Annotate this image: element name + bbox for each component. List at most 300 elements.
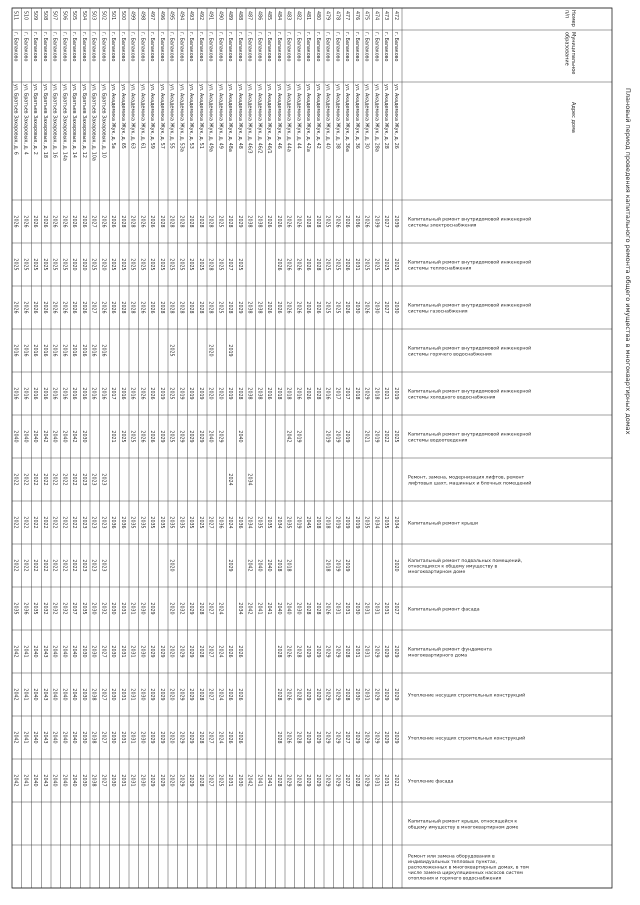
year-cell: 2019 bbox=[334, 559, 340, 572]
row-address: ул. Академика Жук, д. 26 bbox=[392, 84, 398, 149]
year-cell: 2037 bbox=[71, 602, 77, 615]
year-cell: 2040 bbox=[71, 645, 77, 658]
row-address: ул. Академика Жук, д. 48 bbox=[236, 84, 242, 149]
year-cell: 2029 bbox=[334, 645, 340, 658]
year-cell: 2016 bbox=[129, 387, 135, 400]
year-cell: 2035 bbox=[188, 516, 194, 529]
row-number: 486 bbox=[256, 11, 262, 21]
year-cell: 2028 bbox=[295, 731, 301, 744]
year-cell: 2042 bbox=[285, 430, 291, 443]
year-cell: 2029 bbox=[353, 731, 359, 744]
year-cell: 2029 bbox=[178, 731, 184, 744]
row-municipality: г. Балаково bbox=[119, 32, 125, 62]
row-municipality: г. Балаково bbox=[188, 32, 194, 62]
year-cell: 2025 bbox=[363, 258, 369, 271]
year-cell: 2025 bbox=[178, 258, 184, 271]
year-cell: 2026 bbox=[344, 258, 350, 271]
year-cell: 2026 bbox=[295, 301, 301, 314]
row-municipality: г. Балаково bbox=[139, 32, 145, 62]
row-address: ул. Братьев Захаровых, д. 10а bbox=[90, 84, 96, 161]
year-cell: 2031 bbox=[344, 602, 350, 615]
year-cell: 2029 bbox=[158, 430, 164, 443]
row-municipality: г. Балаково bbox=[344, 32, 350, 62]
year-cell: 2026 bbox=[227, 688, 233, 701]
row-address: ул. Академика Жук, д. 46/2 bbox=[256, 84, 262, 154]
row-municipality: г. Балаково bbox=[373, 32, 379, 62]
year-cell: 2036 bbox=[22, 602, 28, 615]
year-cell: 2028 bbox=[178, 301, 184, 314]
year-cell: 2025 bbox=[168, 344, 174, 357]
year-cell: 2025 bbox=[197, 258, 203, 271]
row-address: ул. Академика Жук, д. 46/1 bbox=[266, 84, 272, 154]
year-cell: 2025 bbox=[119, 430, 125, 443]
year-cell: 2035 bbox=[129, 516, 135, 529]
year-cell: 2029 bbox=[158, 731, 164, 744]
year-cell: 2024 bbox=[217, 731, 223, 744]
year-cell: 2029 bbox=[383, 731, 389, 744]
year-cell: 2040 bbox=[61, 645, 67, 658]
year-cell: 2018 bbox=[373, 387, 379, 400]
row-number: 506 bbox=[61, 11, 67, 21]
row-municipality: г. Балаково bbox=[314, 32, 320, 62]
row-municipality: г. Балаково bbox=[334, 32, 340, 62]
year-cell: 2020 bbox=[168, 645, 174, 658]
row-address: ул. Академика Жук, д. 49 bbox=[217, 84, 223, 149]
year-cell: 2034 bbox=[373, 516, 379, 529]
year-cell: 2029 bbox=[392, 731, 398, 744]
year-cell: 2029 bbox=[383, 645, 389, 658]
year-cell: 2024 bbox=[227, 473, 233, 486]
year-cell: 2038 bbox=[246, 301, 252, 314]
year-cell: 2016 bbox=[22, 344, 28, 357]
year-cell: 2031 bbox=[363, 602, 369, 615]
year-cell: 2028 bbox=[295, 645, 301, 658]
year-cell: 2022 bbox=[41, 516, 47, 529]
year-cell: 2041 bbox=[256, 602, 262, 615]
column-header-label: Капитальный ремонт внутридомовой инженерной системы холодного водоснабжения bbox=[408, 389, 532, 401]
row-address: ул. Академика Жук, д. 46/3 bbox=[246, 84, 252, 154]
year-cell: 2029 bbox=[392, 645, 398, 658]
year-cell: 2021 bbox=[363, 430, 369, 443]
year-cell: 2028 bbox=[197, 645, 203, 658]
year-cell: 2022 bbox=[12, 559, 18, 572]
year-cell: 2030 bbox=[90, 645, 96, 658]
year-cell: 2040 bbox=[61, 688, 67, 701]
year-cell: 2026 bbox=[61, 301, 67, 314]
year-cell: 2026 bbox=[32, 301, 38, 314]
row-municipality: г. Балаково bbox=[305, 32, 311, 62]
year-cell: 2022 bbox=[12, 516, 18, 529]
year-cell: 2025 bbox=[119, 258, 125, 271]
year-cell: 2030 bbox=[110, 774, 116, 787]
year-cell: 2023 bbox=[90, 473, 96, 486]
year-cell: 2036 bbox=[236, 516, 242, 529]
row-address: ул. Академика Жук, д. 38 bbox=[334, 84, 340, 149]
year-cell: 2040 bbox=[51, 774, 57, 787]
year-cell: 2025 bbox=[149, 258, 155, 271]
year-cell: 2016 bbox=[71, 387, 77, 400]
year-cell: 2026 bbox=[149, 387, 155, 400]
year-cell: 2028 bbox=[314, 387, 320, 400]
year-cell: 2019 bbox=[188, 387, 194, 400]
year-cell: 2023 bbox=[80, 516, 86, 529]
year-cell: 2022 bbox=[22, 559, 28, 572]
year-cell: 2026 bbox=[100, 215, 106, 228]
year-cell: 2023 bbox=[80, 473, 86, 486]
year-cell: 2020 bbox=[217, 387, 223, 400]
year-cell: 2029 bbox=[197, 430, 203, 443]
column-header-label: Капитальный ремонт внутридомовой инженерной системы теплоснабжения bbox=[408, 260, 532, 272]
year-cell: 2029 bbox=[324, 731, 330, 744]
column-header-label: Капитальный ремонт внутридомовой инженерной системы электроснабжения bbox=[408, 217, 532, 229]
row-municipality: г. Балаково bbox=[256, 32, 262, 62]
header-number: Номерп/п bbox=[563, 10, 576, 27]
row-municipality: г. Балаково bbox=[266, 32, 272, 62]
year-cell: 2028 bbox=[314, 258, 320, 271]
year-cell: 2035 bbox=[158, 516, 164, 529]
row-municipality: г. Балаково bbox=[80, 32, 86, 62]
year-cell: 2028 bbox=[275, 774, 281, 787]
row-address: ул. Братьев Захаровых, д. 12 bbox=[80, 84, 86, 158]
year-cell: 2035 bbox=[139, 516, 145, 529]
year-cell: 2028 bbox=[314, 215, 320, 228]
year-cell: 2042 bbox=[12, 688, 18, 701]
year-cell: 2022 bbox=[41, 559, 47, 572]
year-cell: 2027 bbox=[383, 301, 389, 314]
year-cell: 2027 bbox=[90, 215, 96, 228]
year-cell: 2029 bbox=[373, 645, 379, 658]
year-cell: 2045 bbox=[305, 516, 311, 529]
year-cell: 2030 bbox=[139, 774, 145, 787]
year-cell: 2040 bbox=[51, 688, 57, 701]
year-cell: 2026 bbox=[139, 430, 145, 443]
row-number: 496 bbox=[158, 11, 164, 21]
row-address: ул. Академика Жук, д. 5а bbox=[110, 84, 116, 149]
row-number: 491 bbox=[207, 11, 213, 21]
year-cell: 2016 bbox=[80, 344, 86, 357]
year-cell: 2025 bbox=[158, 258, 164, 271]
year-cell: 2043 bbox=[41, 645, 47, 658]
year-cell: 2042 bbox=[12, 774, 18, 787]
year-cell: 2029 bbox=[149, 645, 155, 658]
year-cell: 2027 bbox=[207, 774, 213, 787]
year-cell: 2026 bbox=[51, 301, 57, 314]
year-cell: 2040 bbox=[71, 731, 77, 744]
row-number: 489 bbox=[227, 11, 233, 21]
year-cell: 2029 bbox=[188, 774, 194, 787]
year-cell: 2027 bbox=[90, 301, 96, 314]
year-cell: 2016 bbox=[32, 344, 38, 357]
year-cell: 2026 bbox=[363, 215, 369, 228]
year-cell: 2026 bbox=[71, 215, 77, 228]
row-municipality: г. Балаково bbox=[295, 32, 301, 62]
year-cell: 2024 bbox=[217, 688, 223, 701]
row-number: 495 bbox=[168, 11, 174, 21]
year-cell: 2023 bbox=[100, 516, 106, 529]
year-cell: 2026 bbox=[334, 215, 340, 228]
year-cell: 2023 bbox=[80, 559, 86, 572]
year-cell: 2020 bbox=[100, 258, 106, 271]
year-cell: 2029 bbox=[188, 645, 194, 658]
year-cell: 2029 bbox=[305, 731, 311, 744]
year-cell: 2025 bbox=[197, 516, 203, 529]
year-cell: 2016 bbox=[80, 387, 86, 400]
row-address: ул. Академика Жук, д. 49а bbox=[207, 84, 213, 152]
year-cell: 2026 bbox=[305, 301, 311, 314]
year-cell: 2041 bbox=[256, 774, 262, 787]
year-cell: 2026 bbox=[285, 688, 291, 701]
year-cell: 2016 bbox=[51, 387, 57, 400]
year-cell: 2030 bbox=[110, 688, 116, 701]
year-cell: 2030 bbox=[80, 430, 86, 443]
year-cell: 2025 bbox=[217, 774, 223, 787]
year-cell: 2018 bbox=[324, 516, 330, 529]
year-cell: 2031 bbox=[334, 602, 340, 615]
year-cell: 2025 bbox=[129, 430, 135, 443]
year-cell: 2016 bbox=[12, 344, 18, 357]
row-municipality: г. Балаково bbox=[353, 32, 359, 62]
year-cell: 2031 bbox=[373, 774, 379, 787]
year-cell: 2016 bbox=[90, 387, 96, 400]
row-number: 480 bbox=[314, 11, 320, 21]
year-cell: 2026 bbox=[344, 301, 350, 314]
year-cell: 2038 bbox=[90, 688, 96, 701]
year-cell: 2028 bbox=[168, 301, 174, 314]
year-cell: 2034 bbox=[275, 516, 281, 529]
row-number: 475 bbox=[363, 11, 369, 21]
year-cell: 2028 bbox=[295, 774, 301, 787]
year-cell: 2031 bbox=[119, 774, 125, 787]
year-cell: 2041 bbox=[22, 774, 28, 787]
row-address: ул. Академика Жук, д. 42а bbox=[305, 84, 311, 152]
year-cell: 2040 bbox=[61, 731, 67, 744]
row-number: 499 bbox=[129, 11, 135, 21]
year-cell: 2028 bbox=[197, 215, 203, 228]
year-cell: 2016 bbox=[12, 387, 18, 400]
year-cell: 2027 bbox=[100, 645, 106, 658]
year-cell: 2029 bbox=[158, 774, 164, 787]
year-cell: 2025 bbox=[32, 258, 38, 271]
year-cell: 2025 bbox=[110, 258, 116, 271]
year-cell: 2028 bbox=[236, 387, 242, 400]
column-header-label: Капитальный ремонт подвальных помещений, относящихся к общему имуществу в многоквартирном доме bbox=[408, 558, 523, 576]
row-address: ул. Академика Жук, д. 40 bbox=[324, 84, 330, 149]
year-cell: 2016 bbox=[119, 387, 125, 400]
row-address: ул. Академика Жук, д. 65 bbox=[119, 84, 125, 149]
year-cell: 2029 bbox=[236, 215, 242, 228]
year-cell: 2022 bbox=[22, 516, 28, 529]
year-cell: 2027 bbox=[100, 731, 106, 744]
year-cell: 2020 bbox=[80, 258, 86, 271]
year-cell: 2022 bbox=[383, 430, 389, 443]
year-cell: 2027 bbox=[207, 645, 213, 658]
row-number: 498 bbox=[139, 11, 145, 21]
year-cell: 2032 bbox=[41, 602, 47, 615]
year-cell: 2026 bbox=[285, 215, 291, 228]
year-cell: 2019 bbox=[353, 516, 359, 529]
year-cell: 2019 bbox=[227, 344, 233, 357]
year-cell: 2022 bbox=[12, 473, 18, 486]
row-number: 478 bbox=[334, 11, 340, 21]
year-cell: 2026 bbox=[110, 215, 116, 228]
year-cell: 2020 bbox=[168, 774, 174, 787]
year-cell: 2035 bbox=[149, 516, 155, 529]
year-cell: 2041 bbox=[22, 688, 28, 701]
year-cell: 2026 bbox=[80, 301, 86, 314]
row-municipality: г. Балаково bbox=[217, 32, 223, 62]
year-cell: 2040 bbox=[32, 731, 38, 744]
year-cell: 2038 bbox=[256, 215, 262, 228]
year-cell: 2025 bbox=[129, 258, 135, 271]
year-cell: 2038 bbox=[90, 774, 96, 787]
year-cell: 2028 bbox=[305, 602, 311, 615]
year-cell: 2022 bbox=[51, 516, 57, 529]
year-cell: 2018 bbox=[275, 387, 281, 400]
row-address: ул. Братьев Захаровых, д. 16 bbox=[51, 84, 57, 158]
row-number: 472 bbox=[392, 11, 398, 21]
year-cell: 2040 bbox=[32, 645, 38, 658]
year-cell: 2029 bbox=[188, 602, 194, 615]
year-cell: 2032 bbox=[100, 602, 106, 615]
row-address: ул. Академика Жук, д. 63 bbox=[129, 84, 135, 149]
row-municipality: г. Балаково bbox=[285, 32, 291, 62]
year-cell: 2028 bbox=[314, 602, 320, 615]
year-cell: 2026 bbox=[285, 731, 291, 744]
year-cell: 2022 bbox=[51, 559, 57, 572]
row-address: ул. Братьев Захаровых, д. 14 bbox=[71, 84, 77, 158]
year-cell: 2026 bbox=[295, 258, 301, 271]
row-municipality: г. Балаково bbox=[149, 32, 155, 62]
year-cell: 2016 bbox=[32, 387, 38, 400]
row-number: 500 bbox=[119, 11, 125, 21]
row-municipality: г. Балаково bbox=[324, 32, 330, 62]
year-cell: 2030 bbox=[80, 645, 86, 658]
year-cell: 2031 bbox=[383, 774, 389, 787]
year-cell: 2026 bbox=[344, 215, 350, 228]
year-cell: 2028 bbox=[305, 215, 311, 228]
year-cell: 2029 bbox=[305, 774, 311, 787]
year-cell: 2030 bbox=[139, 602, 145, 615]
year-cell: 2027 bbox=[100, 774, 106, 787]
row-number: 508 bbox=[41, 11, 47, 21]
year-cell: 2024 bbox=[217, 645, 223, 658]
year-cell: 2040 bbox=[71, 774, 77, 787]
year-cell: 2040 bbox=[285, 602, 291, 615]
year-cell: 2030 bbox=[139, 731, 145, 744]
year-cell: 2030 bbox=[373, 301, 379, 314]
row-number: 503 bbox=[90, 11, 96, 21]
year-cell: 2028 bbox=[119, 301, 125, 314]
year-cell: 2029 bbox=[373, 731, 379, 744]
year-cell: 2030 bbox=[110, 731, 116, 744]
year-cell: 2020 bbox=[168, 602, 174, 615]
year-cell: 2025 bbox=[324, 215, 330, 228]
row-address: ул. Братьев Захаровых, д. 6 bbox=[12, 84, 18, 155]
year-cell: 2017 bbox=[344, 387, 350, 400]
year-cell: 2040 bbox=[51, 731, 57, 744]
year-cell: 2019 bbox=[324, 430, 330, 443]
year-cell: 2025 bbox=[392, 430, 398, 443]
year-cell: 2030 bbox=[110, 645, 116, 658]
year-cell: 2016 bbox=[100, 344, 106, 357]
year-cell: 2024 bbox=[217, 602, 223, 615]
year-cell: 2026 bbox=[305, 387, 311, 400]
year-cell: 2035 bbox=[285, 516, 291, 529]
row-address: ул. Академика Жук, д. 53а bbox=[178, 84, 184, 152]
row-number: 488 bbox=[236, 11, 242, 21]
row-address: ул. Братьев Захаровых, д. 14а bbox=[61, 84, 67, 161]
year-cell: 2019 bbox=[158, 387, 164, 400]
column-header bbox=[408, 606, 480, 613]
row-number: 494 bbox=[178, 11, 184, 21]
row-municipality: г. Балаково bbox=[22, 32, 28, 62]
year-cell: 2029 bbox=[227, 559, 233, 572]
year-cell: 2043 bbox=[41, 774, 47, 787]
year-cell: 2029 bbox=[334, 688, 340, 701]
year-cell: 2025 bbox=[61, 258, 67, 271]
row-municipality: г. Балаково bbox=[178, 32, 184, 62]
row-address: ул. Братьев Захаровых, д. 10 bbox=[100, 84, 106, 158]
year-cell: 2029 bbox=[149, 602, 155, 615]
year-cell: 2020 bbox=[71, 258, 77, 271]
year-cell: 2019 bbox=[334, 516, 340, 529]
row-number: 484 bbox=[275, 11, 281, 21]
year-cell: 2043 bbox=[41, 688, 47, 701]
year-cell: 2020 bbox=[168, 559, 174, 572]
year-cell: 2031 bbox=[129, 602, 135, 615]
year-cell: 2026 bbox=[22, 301, 28, 314]
year-cell: 2031 bbox=[227, 774, 233, 787]
year-cell: 2026 bbox=[32, 215, 38, 228]
row-number: 492 bbox=[197, 11, 203, 21]
year-cell: 2035 bbox=[80, 602, 86, 615]
year-cell: 2041 bbox=[266, 602, 272, 615]
column-header bbox=[408, 475, 531, 487]
year-cell: 2028 bbox=[197, 301, 203, 314]
year-cell: 2039 bbox=[373, 215, 379, 228]
column-header-label: Капитальный ремонт внутридомовой инженерной системы газоснабжения bbox=[408, 303, 532, 315]
year-cell: 2029 bbox=[363, 731, 369, 744]
year-cell: 2028 bbox=[207, 301, 213, 314]
year-cell: 2035 bbox=[178, 516, 184, 529]
year-cell: 2029 bbox=[217, 430, 223, 443]
year-cell: 2026 bbox=[41, 301, 47, 314]
row-municipality: г. Балаково bbox=[51, 32, 57, 62]
row-number: 479 bbox=[324, 11, 330, 21]
year-cell: 2029 bbox=[392, 688, 398, 701]
year-cell: 2026 bbox=[149, 301, 155, 314]
year-cell: 2029 bbox=[149, 774, 155, 787]
year-cell: 2025 bbox=[236, 258, 242, 271]
year-cell: 2026 bbox=[236, 688, 242, 701]
year-cell: 2029 bbox=[363, 387, 369, 400]
row-number: 509 bbox=[32, 11, 38, 21]
year-cell: 2027 bbox=[392, 602, 398, 615]
year-cell: 2029 bbox=[158, 688, 164, 701]
header-address: Адрес дома bbox=[570, 102, 576, 133]
year-cell: 2026 bbox=[71, 301, 77, 314]
year-cell: 2032 bbox=[178, 602, 184, 615]
year-cell: 2029 bbox=[188, 430, 194, 443]
year-cell: 2018 bbox=[324, 559, 330, 572]
year-cell: 2026 bbox=[285, 645, 291, 658]
year-cell: 2022 bbox=[41, 473, 47, 486]
year-cell: 2018 bbox=[314, 516, 320, 529]
year-cell: 2028 bbox=[178, 215, 184, 228]
column-header bbox=[408, 818, 519, 831]
year-cell: 2022 bbox=[32, 516, 38, 529]
year-cell: 2028 bbox=[344, 645, 350, 658]
